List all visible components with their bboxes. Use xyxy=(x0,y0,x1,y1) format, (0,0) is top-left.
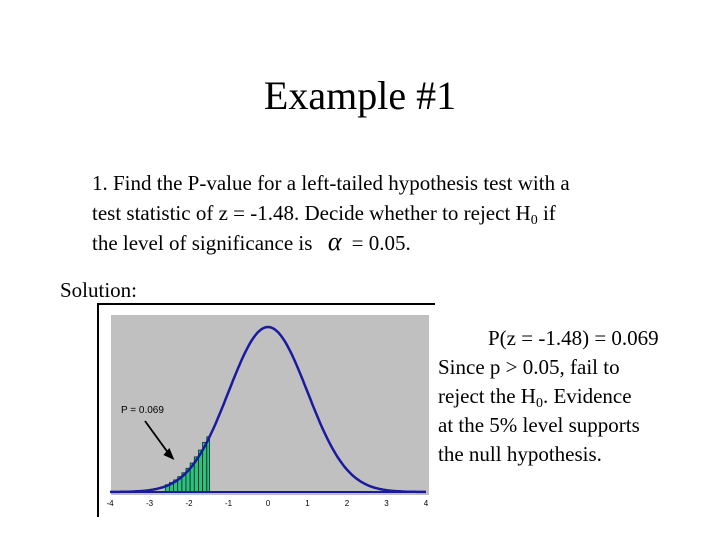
p-value-statement: P(z = -1.48) = 0.069 xyxy=(488,326,659,350)
x-tick-label: -3 xyxy=(145,499,154,508)
problem-line-2-end: if xyxy=(537,201,556,225)
result-line-4: at the 5% level supports xyxy=(438,413,640,437)
solution-label: Solution: xyxy=(60,278,138,302)
problem-line-3-end: = 0.05. xyxy=(351,231,411,255)
result-line-3-end: . Evidence xyxy=(542,384,632,408)
shaded-bar xyxy=(207,437,210,492)
x-tick-label: -1 xyxy=(224,499,233,508)
normal-curve-chart xyxy=(97,303,435,517)
result-h0-subscript: 0 xyxy=(535,396,543,411)
problem-statement xyxy=(92,168,672,258)
problem-line-1: 1. Find the P-value for a left-tailed hypothesis test with a xyxy=(92,171,570,195)
problem-line-2 xyxy=(92,198,672,228)
p-value-annotation: P = 0.069 xyxy=(121,405,164,416)
x-tick-label: 2 xyxy=(344,499,350,508)
result-line-3-text: reject the H xyxy=(438,384,536,408)
problem-line-3 xyxy=(92,228,672,258)
result-text xyxy=(438,324,713,469)
x-tick-label: -4 xyxy=(106,499,114,508)
normal-curve-svg xyxy=(99,305,435,517)
result-line-3 xyxy=(438,382,713,411)
result-line-2: Since p > 0.05, fail to xyxy=(438,355,620,379)
problem-line-2-text: test statistic of z = -1.48. Decide whether to reject H xyxy=(92,201,531,225)
x-tick-label: 0 xyxy=(265,499,271,508)
alpha-symbol: α xyxy=(327,227,342,256)
problem-line-3-text: the level of significance is xyxy=(92,231,318,255)
result-line-5: the null hypothesis. xyxy=(438,442,602,466)
x-axis-ticks xyxy=(106,499,428,508)
x-tick-label: 3 xyxy=(384,499,389,508)
h0-subscript: 0 xyxy=(530,213,538,228)
x-tick-label: -2 xyxy=(185,499,193,508)
x-tick-label: 1 xyxy=(305,499,310,508)
slide-title: Example #1 xyxy=(263,73,457,118)
x-tick-label: 4 xyxy=(423,499,429,508)
